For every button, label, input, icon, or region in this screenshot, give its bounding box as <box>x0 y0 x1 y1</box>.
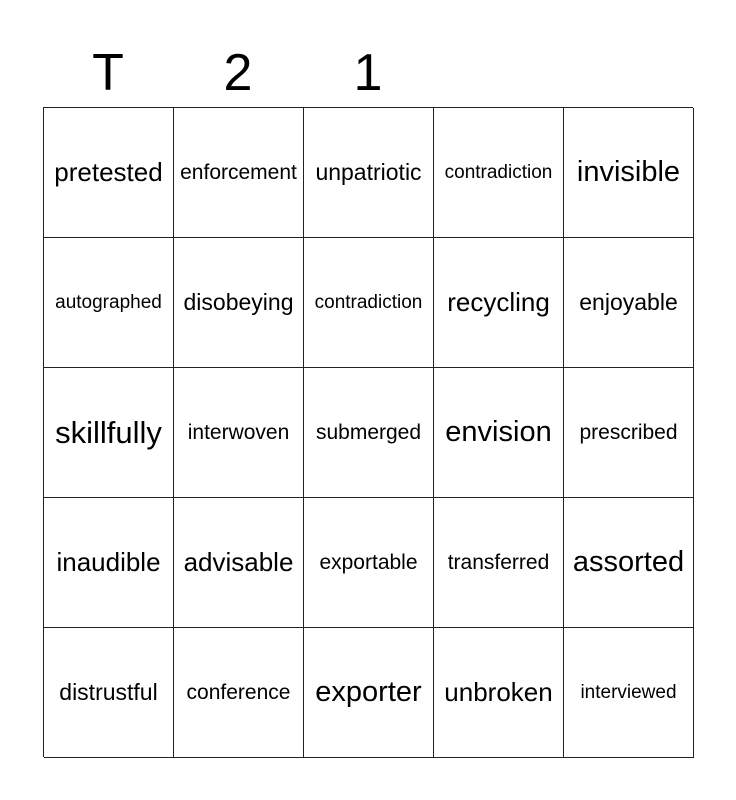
bingo-cell-r2-c4[interactable]: recycling <box>434 238 564 368</box>
header-letter-4 <box>433 40 563 106</box>
bingo-cell-r4-c2[interactable]: advisable <box>174 498 304 628</box>
bingo-cell-r1-c3[interactable]: unpatriotic <box>304 108 434 238</box>
bingo-header <box>43 40 693 106</box>
bingo-cell-r2-c3[interactable]: contradiction <box>304 238 434 368</box>
bingo-cell-r5-c2[interactable]: conference <box>174 628 304 758</box>
bingo-cell-r4-c5[interactable]: assorted <box>564 498 694 628</box>
bingo-cell-r4-c4[interactable]: transferred <box>434 498 564 628</box>
header-letter-5 <box>563 40 693 106</box>
bingo-board <box>43 107 693 757</box>
header-letter-3: 1 <box>353 44 383 102</box>
bingo-cell-r2-c2[interactable]: disobeying <box>174 238 304 368</box>
bingo-cell-r3-c2[interactable]: interwoven <box>174 368 304 498</box>
bingo-cell-r5-c4[interactable]: unbroken <box>434 628 564 758</box>
bingo-cell-r3-c5[interactable]: prescribed <box>564 368 694 498</box>
bingo-cell-r3-c1[interactable]: skillfully <box>44 368 174 498</box>
bingo-cell-r4-c3[interactable]: exportable <box>304 498 434 628</box>
bingo-cell-r2-c5[interactable]: enjoyable <box>564 238 694 368</box>
bingo-cell-r3-c3[interactable]: submerged <box>304 368 434 498</box>
bingo-cell-r4-c1[interactable]: inaudible <box>44 498 174 628</box>
bingo-cell-r5-c1[interactable]: distrustful <box>44 628 174 758</box>
bingo-cell-r5-c5[interactable]: interviewed <box>564 628 694 758</box>
bingo-cell-r2-c1[interactable]: autographed <box>44 238 174 368</box>
bingo-cell-r1-c1[interactable]: pretested <box>44 108 174 238</box>
header-letter-2: 2 <box>223 44 253 102</box>
header-letter-1: T <box>92 44 124 102</box>
bingo-cell-r1-c5[interactable]: invisible <box>564 108 694 238</box>
bingo-cell-r1-c2[interactable]: enforcement <box>174 108 304 238</box>
bingo-cell-r1-c4[interactable]: contradiction <box>434 108 564 238</box>
bingo-cell-r5-c3[interactable]: exporter <box>304 628 434 758</box>
bingo-cell-r3-c4[interactable]: envision <box>434 368 564 498</box>
